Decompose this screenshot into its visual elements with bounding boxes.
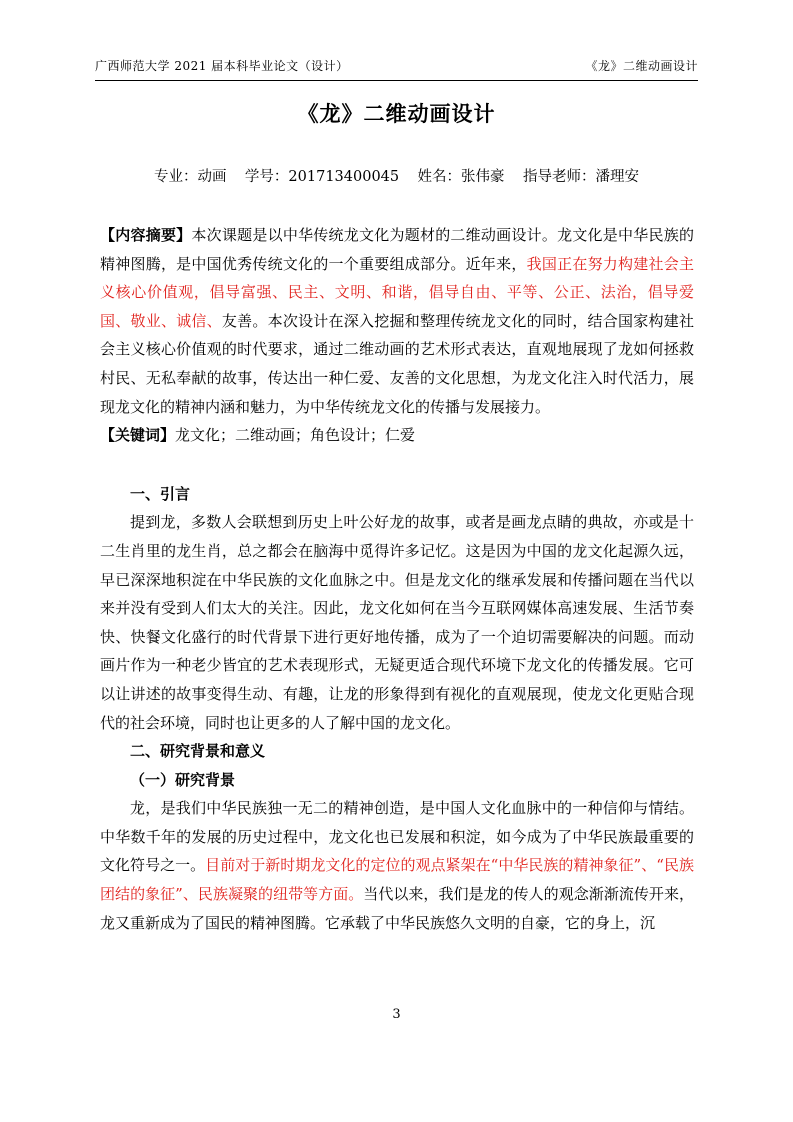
background-text-1: 龙，是我们中华民族独一无二的精神创造，是中国人文化血脉中的一种信仰与情结。中华数千年的发展的历史过程中，龙文化也已发展和积淀，如今成为了中华民族最重要的文化符号之一。	[100, 799, 694, 875]
background-text-2: 当代以来，我们是龙的传人的观念渐渐流传开来，龙又重新成为了国民的精神图腾。它承载了中华民族悠久文明的自豪，它的身上，沉	[100, 885, 694, 932]
section-heading-introduction: 一、引言	[130, 484, 191, 503]
body-content	[100, 221, 694, 937]
section-heading-background: 二、研究背景和意义	[130, 742, 266, 761]
subsection-heading-background: （一）研究背景	[130, 770, 236, 789]
running-header-left: 广西师范大学 2021 届本科毕业论文（设计）	[95, 59, 349, 73]
keywords-text: 龙文化；二维动画；角色设计；仁爱	[175, 426, 416, 445]
page-number: 3	[392, 1007, 401, 1022]
keywords-paragraph	[100, 421, 694, 450]
introduction-paragraph: 提到龙，多数人会联想到历史上叶公好龙的故事，或者是画龙点睛的典故，亦或是十二生肖里的龙生肖，总之都会在脑海中觅得许多记忆。这是因为中国的龙文化起源久远，早已深深地积淀在中华民族的文化血脉之中。但是龙文化的继承发展和传播问题在当代以来并没有受到人们太大的关注。因此，龙文化如何在当今互联网媒体高速发展、生活节奏快、快餐文化盛行的时代背景下进行更好地传播，成为了一个迫切需要解决的问题。而动画片作为一种老少皆宜的艺术表现形式，无疑更适合现代环境下龙文化的传播发展。它可以让讲述的故事变得生动、有趣，让龙的形象得到有视化的直观展现，使龙文化更贴合现代的社会环境，同时也让更多的人了解中国的龙文化。	[100, 513, 694, 732]
author-info: 专业：动画 学号：201713400045 姓名：张伟豪 指导老师：潘理安	[153, 169, 639, 185]
header-divider	[95, 80, 698, 81]
keywords-label: 【关键词】	[100, 426, 176, 445]
abstract-highlight: 我国正在努力构建社会主义核心价值观，倡导富强、民主、文明、和谐，倡导自由、平等、公正、法治，倡导爱国、敬业、诚信、	[100, 254, 694, 330]
running-header-right: 《龙》二维动画设计	[585, 59, 698, 73]
abstract-text-1: 本次课题是以中华传统龙文化为题材的二维动画设计。龙文化是中华民族的精神图腾，是中国优秀传统文化的一个重要组成部分。近年来，	[100, 226, 694, 273]
page-title: 《龙》二维动画设计	[297, 101, 496, 126]
background-highlight: 目前对于新时期龙文化的定位的观点紧架在“中华民族的精神象征”、“民族团结的象征”、民族凝聚的纽带等方面。	[100, 856, 694, 904]
abstract-text-2: 友善。本次设计在深入挖掘和整理传统龙文化的同时，结合国家构建社会主义核心价值观的时代要求，通过二维动画的艺术形式表达，直观地展现了龙如何拯救村民、无私奉献的故事，传达出一种仁爱、友善的文化思想，为龙文化注入时代活力，展现龙文化的精神内涵和魅力，为中华传统龙文化的传播与发展接力。	[100, 311, 694, 416]
background-paragraph	[100, 794, 694, 937]
abstract-label: 【内容摘要】	[100, 226, 192, 244]
abstract-paragraph	[100, 221, 694, 421]
